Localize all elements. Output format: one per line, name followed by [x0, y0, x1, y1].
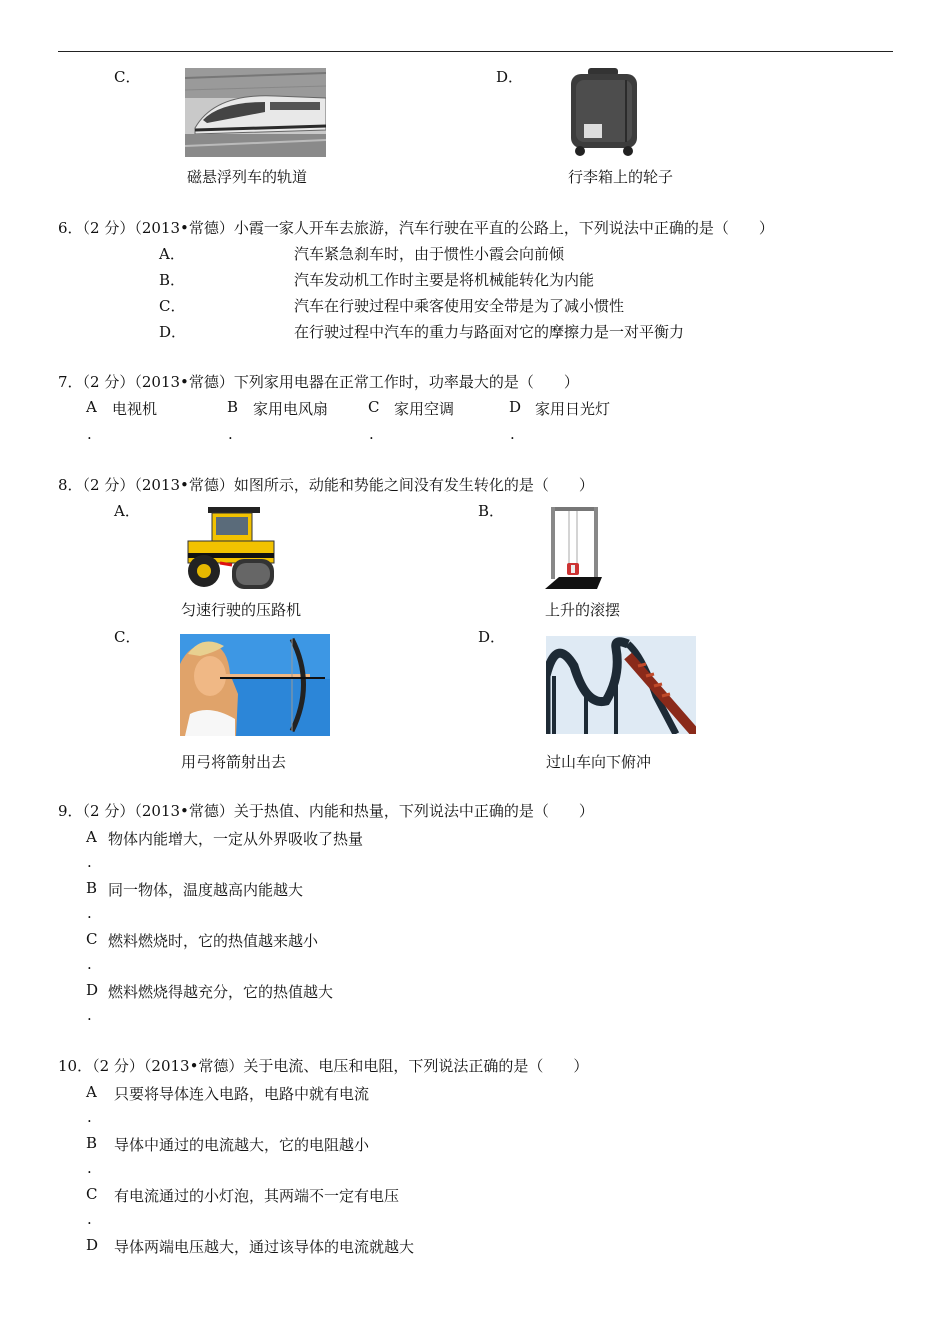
- q9-option-a-letter[interactable]: A: [86, 828, 97, 846]
- header-rule: [58, 51, 893, 52]
- q8-option-d-letter[interactable]: D．: [478, 628, 506, 646]
- q10-option-d-text: 导体两端电压越大，通过该导体的电流就越大: [114, 1238, 415, 1256]
- q9-option-b-letter[interactable]: B: [86, 879, 98, 897]
- q7-option-b-text: 家用电风扇: [253, 400, 329, 418]
- q9-option-a-dot: .: [87, 853, 92, 871]
- q9-option-c-dot: .: [87, 955, 92, 973]
- q10-option-a-dot: .: [87, 1108, 92, 1126]
- q7-option-c-dot: .: [369, 425, 374, 443]
- q8-option-a-letter[interactable]: A．: [114, 502, 140, 520]
- q10-option-a-letter[interactable]: A: [86, 1083, 97, 1101]
- road-roller-photo: [180, 505, 277, 591]
- q7-option-b-letter[interactable]: B: [227, 398, 239, 416]
- q10-stem: 10．（2 分）（2013•常德）关于电流、电压和电阻，下列说法正确的是（ ）: [58, 1057, 589, 1075]
- q8-stem: 8．（2 分）（2013•常德）如图所示，动能和势能之间没有发生转化的是（ ）: [58, 476, 594, 494]
- q9-option-c-letter[interactable]: C: [86, 930, 98, 948]
- q8-option-b-caption: 上升的滚摆: [545, 601, 621, 619]
- q7-option-b-dot: .: [228, 425, 233, 443]
- q7-option-d-text: 家用日光灯: [535, 400, 611, 418]
- q10-option-d-letter[interactable]: D: [86, 1236, 99, 1254]
- q6-option-d-letter[interactable]: D．: [159, 323, 187, 341]
- q5-option-d-letter[interactable]: D．: [496, 68, 524, 86]
- roller-coaster-photo: [546, 636, 696, 734]
- q6-option-c-text: 汽车在行驶过程中乘客使用安全带是为了减小惯性: [294, 297, 625, 315]
- q5-option-c-caption: 磁悬浮列车的轨道: [187, 168, 308, 186]
- q10-option-b-letter[interactable]: B: [86, 1134, 98, 1152]
- suitcase-photo: [566, 66, 643, 158]
- q9-option-d-text: 燃料燃烧得越充分，它的热值越大: [108, 983, 334, 1001]
- q6-option-a-letter[interactable]: A．: [159, 245, 185, 263]
- q8-option-d-caption: 过山车向下俯冲: [546, 753, 652, 771]
- q6-stem: 6．（2 分）（2013•常德）小霞一家人开车去旅游，汽车行驶在平直的公路上，下列说法中正确的是（ ）: [58, 219, 774, 237]
- q7-option-d-dot: .: [510, 425, 515, 443]
- q8-option-a-caption: 匀速行驶的压路机: [181, 601, 302, 619]
- q9-option-b-dot: .: [87, 904, 92, 922]
- q9-option-d-dot: .: [87, 1006, 92, 1024]
- q7-option-c-letter[interactable]: C: [368, 398, 380, 416]
- q8-option-b-letter[interactable]: B．: [478, 502, 505, 520]
- q10-option-c-letter[interactable]: C: [86, 1185, 98, 1203]
- q5-option-d-caption: 行李箱上的轮子: [568, 168, 674, 186]
- q10-option-a-text: 只要将导体连入电路，电路中就有电流: [114, 1085, 370, 1103]
- q7-option-a-text: 电视机: [112, 400, 158, 418]
- q6-option-b-letter[interactable]: B．: [159, 271, 186, 289]
- q7-option-c-text: 家用空调: [394, 400, 455, 418]
- q10-option-b-text: 导体中通过的电流越大，它的电阻越小: [114, 1136, 370, 1154]
- q9-option-c-text: 燃料燃烧时，它的热值越来越小: [108, 932, 319, 950]
- q5-option-c-letter[interactable]: C．: [114, 68, 141, 86]
- q10-option-c-text: 有电流通过的小灯泡，其两端不一定有电压: [114, 1187, 400, 1205]
- q7-option-a-letter[interactable]: A: [86, 398, 97, 416]
- q10-option-b-dot: .: [87, 1159, 92, 1177]
- q7-option-a-dot: .: [87, 425, 92, 443]
- q9-option-b-text: 同一物体，温度越高内能越大: [108, 881, 304, 899]
- q6-option-d-text: 在行驶过程中汽车的重力与路面对它的摩擦力是一对平衡力: [294, 323, 685, 341]
- q6-option-a-text: 汽车紧急刹车时，由于惯性小霞会向前倾: [294, 245, 565, 263]
- maxwell-pendulum-photo: [545, 505, 602, 592]
- q8-option-c-caption: 用弓将箭射出去: [181, 753, 287, 771]
- q7-stem: 7．（2 分）（2013•常德）下列家用电器在正常工作时，功率最大的是（ ）: [58, 373, 579, 391]
- q7-option-d-letter[interactable]: D: [509, 398, 522, 416]
- q10-option-c-dot: .: [87, 1210, 92, 1228]
- q9-option-d-letter[interactable]: D: [86, 981, 99, 999]
- archer-photo: [180, 634, 330, 736]
- maglev-train-photo: [185, 68, 326, 157]
- q6-option-c-letter[interactable]: C．: [159, 297, 186, 315]
- q8-option-c-letter[interactable]: C．: [114, 628, 141, 646]
- q9-stem: 9．（2 分）（2013•常德）关于热值、内能和热量，下列说法中正确的是（ ）: [58, 802, 594, 820]
- q6-option-b-text: 汽车发动机工作时主要是将机械能转化为内能: [294, 271, 595, 289]
- q9-option-a-text: 物体内能增大，一定从外界吸收了热量: [108, 830, 364, 848]
